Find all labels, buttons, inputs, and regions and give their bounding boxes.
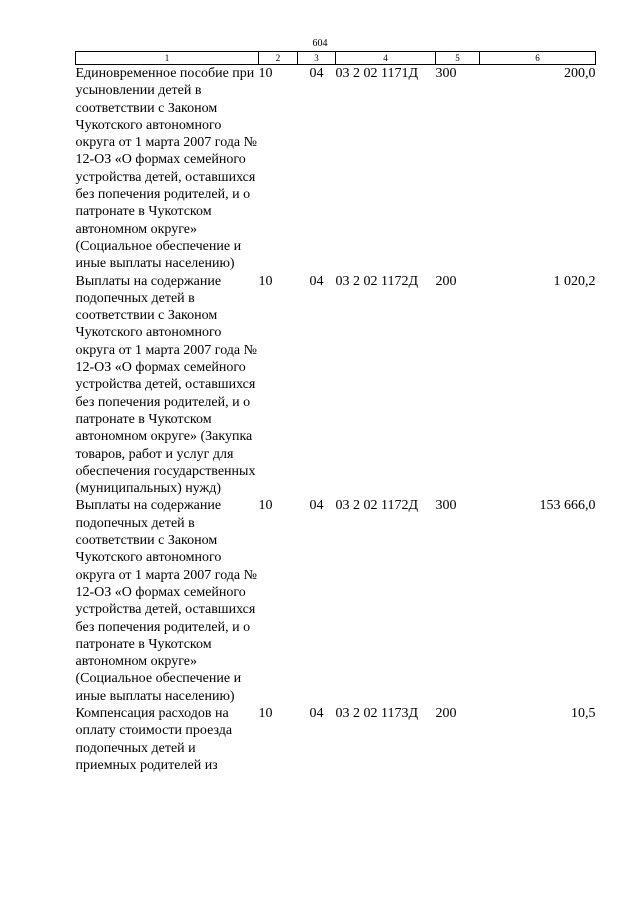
row-name: Единовременное пособие при усыновлении детей в соответствии с Законом Чукотского автономного округа от 1 марта 2007 года № 12-ОЗ «О формах семейного устройства детей, оставшихся без попечения родителей, и о патронате в Чукотском автономном округе» (Социальное обеспечение и иные выплаты населению): [75, 66, 257, 272]
row-section: 10: [258, 498, 273, 514]
row-name: Выплаты на содержание подопечных детей в соответствии с Законом Чукотского автономного округа от 1 марта 2007 года № 12-ОЗ «О формах семейного устройства детей, оставшихся без попечения родителей, и о патронате в Чукотском автономном округе» (Социальное обеспечение и иные выплаты населению): [75, 498, 257, 704]
row-section: 10: [258, 66, 273, 81]
row-subsection: 04: [309, 273, 324, 289]
table-row: [76, 497, 596, 705]
column-header-5: 5: [436, 52, 480, 65]
row-subsection: 04: [309, 498, 324, 514]
column-number-header: [76, 52, 596, 65]
row-target-code: 03 2 02 1171Д: [335, 66, 419, 81]
row-subsection: 04: [309, 66, 324, 81]
row-expense-type: 200: [435, 273, 457, 289]
row-target-code: 03 2 02 1172Д: [335, 498, 419, 514]
column-header-4: 4: [336, 52, 436, 65]
row-name: Компенсация расходов на оплату стоимости проезда подопечных детей и приемных родителей из: [75, 705, 233, 773]
table-row: [76, 705, 596, 774]
column-header-6: 6: [480, 52, 596, 65]
budget-table: [75, 51, 596, 774]
row-amount: 153 666,0: [539, 498, 596, 514]
row-amount: 200,0: [564, 66, 596, 81]
table-row: [76, 65, 596, 273]
column-header-1: 1: [76, 52, 259, 65]
row-subsection: 04: [309, 705, 324, 721]
row-expense-type: 300: [435, 498, 457, 514]
row-target-code: 03 2 02 1172Д: [335, 273, 419, 289]
row-section: 10: [258, 273, 273, 289]
page-number: 604: [312, 38, 328, 49]
row-amount: 10,5: [571, 705, 596, 721]
table-row: [76, 273, 596, 498]
row-amount: 1 020,2: [553, 273, 596, 289]
row-section: 10: [258, 705, 273, 721]
row-name: Выплаты на содержание подопечных детей в соответствии с Законом Чукотского автономного округа от 1 марта 2007 года № 12-ОЗ «О формах семейного устройства детей, оставшихся без попечения родителей, и о патронате в Чукотском автономном округе» (Закупка товаров, работ и услуг для обеспечения государственных (муниципальных) нужд): [75, 273, 257, 497]
column-header-2: 2: [259, 52, 298, 65]
column-header-3: 3: [298, 52, 336, 65]
row-expense-type: 300: [435, 66, 457, 81]
row-target-code: 03 2 02 1173Д: [335, 705, 419, 721]
row-expense-type: 200: [435, 705, 457, 721]
